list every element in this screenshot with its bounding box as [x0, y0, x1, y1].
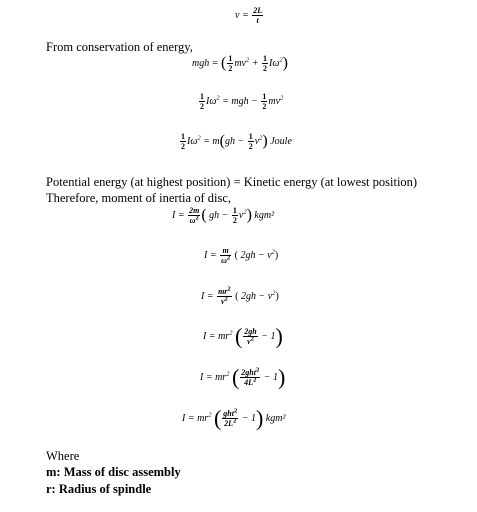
- unit-joule: Joule: [270, 135, 292, 147]
- text-where: Where: [46, 449, 80, 463]
- equation-inertia-4: $I = mr^2$ ( $\frac{2gh}{v^2}$ − 1): [203, 323, 283, 349]
- equation-inertia-5: $I = mr^2$ ( $\frac{2ght^2}{4L^2}$ − 1): [200, 364, 286, 390]
- equation-inertia-2: I = $\frac{m}{\omega^2}$ ( $2gh - v^2$): [204, 246, 279, 265]
- equation-inertia-final: $I = mr^2$ ( $\frac{ght^2}{2L^2}$ − 1) kgm²: [182, 405, 286, 431]
- unit-kgm2-2: kgm²: [265, 412, 286, 424]
- equation-rotational-energy: $\frac{1}{2}$ $I\omega^2$ = mgh − $\frac{1}{2}$ $mv^2$: [200, 92, 284, 111]
- definition-radius: r: Radius of spindle: [46, 482, 152, 496]
- equation-energy-balance: mgh = ( $\frac{1}{2}$ $mv^2$ + $\frac{1}{2}$ $I\omega^2$): [192, 54, 288, 73]
- equation-inertia-1: I = $\frac{2m}{\omega^2}$ ( gh − $\frac{1}{2}$ $v^2$) kgm²: [172, 206, 275, 225]
- definition-mass: m: Mass of disc assembly: [46, 465, 181, 479]
- equation-inertia-3: I = $\frac{mr^2}{v^2}$ ( $2gh - v^2$): [201, 285, 279, 306]
- unit-kgm2-1: kgm²: [254, 209, 275, 221]
- text-energy-statement: Potential energy (at highest position) = Kinetic energy (at lowest position): [46, 175, 418, 189]
- text-therefore: Therefore, moment of inertia of disc,: [46, 191, 231, 205]
- equation-rotational-energy-joule: $\frac{1}{2}$ $I\omega^2 = m(gh$ − $\frac{1}{2}$ $v^2$) Joule: [181, 132, 292, 151]
- text-conservation: From conservation of energy,: [46, 40, 193, 54]
- equation-velocity: v = $\frac{2L}{t}$: [235, 6, 263, 25]
